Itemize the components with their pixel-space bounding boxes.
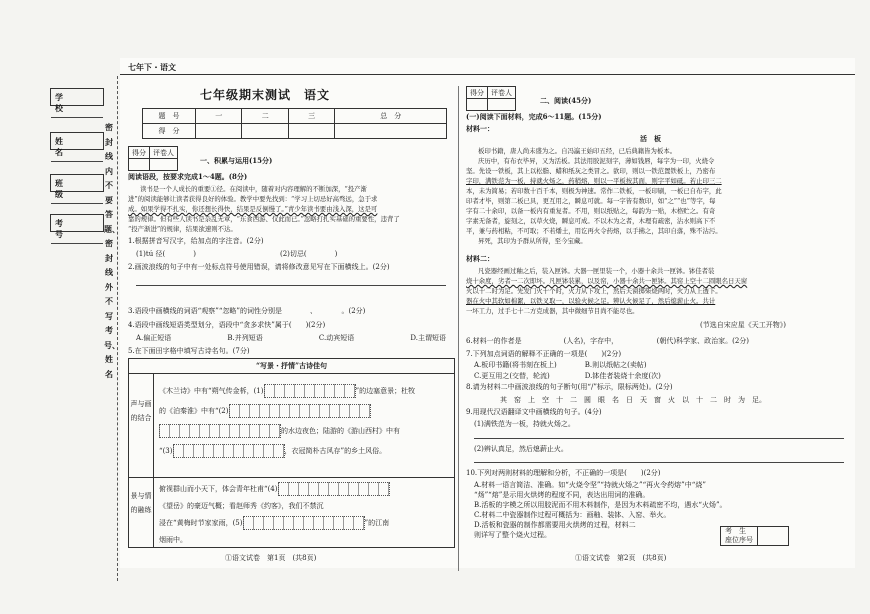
page-divider xyxy=(458,86,459,571)
q1-item-1[interactable]: (1)tú 径( ) xyxy=(136,250,196,258)
q7-options-cd[interactable]: C.更互用之(交替，轮流) D.钵佳者装烧十余度(次) xyxy=(474,372,661,380)
question-10: 10.下列对两则材料的理解和分析，不正确的一项是( )(2分) xyxy=(466,469,661,477)
grader-name-cell[interactable] xyxy=(488,99,516,111)
exam-header: 七年下・语文 xyxy=(128,62,176,72)
material-2-label: 材料二： xyxy=(466,254,494,263)
q10-option-a-cont: “炀”“熔”是示用火烘烤的程度不同，表达出用词的准确。 xyxy=(474,491,650,499)
page-1-footer: ①语文试卷 第1页 (共8页) xyxy=(225,554,317,562)
grader-score-cell[interactable] xyxy=(467,99,488,111)
field-name[interactable]: 姓 名 xyxy=(50,132,104,150)
poem-row-2: 景与情的融练 俯视群山而小天下，体会青年杜甫“(4) 《望岳》的豪迈气概；看赵师秀《约客》，我们不禁沉 浸在“黄梅时节家家雨，(5) ”的江南 烟雨中。 xyxy=(129,477,454,547)
score-table: 题 号 一 二 三 总 分 得 分 xyxy=(142,108,447,139)
q7-options-ab[interactable]: A.板印书籍(将书刻在板上) B.则以纸帖之(卖帖) xyxy=(474,361,647,369)
blank-1[interactable] xyxy=(264,384,356,398)
q10-option-c[interactable]: C.材料二中瓷器制作过程可概括为：画釉、装钵、入窑、举火。 xyxy=(474,511,671,519)
seat-number-box xyxy=(720,526,789,546)
question-5: 5.在下面田字格中填写古诗名句。(7分) xyxy=(128,347,250,355)
material-1-label: 材料一： xyxy=(466,124,494,133)
q9-answer-line-1[interactable] xyxy=(474,438,844,439)
section-2-heading: 二、阅读(45分) xyxy=(540,96,592,105)
material-1-text: 板印书籍，唐人尚未盛为之。自冯瀛王始印五经，已后典籍皆为板本。 庆历中，有布衣毕昇，又为活板。其法用胶泥刻字，薄如钱唇，每字为一印，火烧令 坚。先设一铁板，其上以松脂、蜡和纸灰之类冒之。欲印，则以一铁范置铁板上，乃密布 字印，满铁范为一板，持就火炀之，药稍熔，则以一平板按其面，则字平如砥。若止印三二 本，未为简易；若印数十百千本，则极为神速。常作二铁板，一板印刷，一板已自布字，此 印者才毕，则第二板已具，更互用之，瞬息可就。每一字皆有数印，如“之”“也”等字，每 字有二十余印，以备一板内有重复者。不用，则以纸贴之，每韵为一贴，木格贮之。有奇 字素无备者，旋刻之，以草火烧，瞬息可成。不以木为之者，木理有疏密，沾水则高下不 平，兼与药相粘，不可取；不若燔土，用讫再火令药熔，以手拂之，其印自落，殊不沾污。 昇死，其印为予群从所得，至今宝藏。 xyxy=(466,147,722,245)
score-cell[interactable] xyxy=(196,124,242,139)
q10-option-a[interactable]: A.材料一语言简洁、准确。如“火烧令坚”“持就火炀之”“再火令药熔”中“烧” xyxy=(474,481,706,489)
q4-option-a[interactable]: A.偏正短语 xyxy=(136,334,172,342)
q10-option-b[interactable]: B.活板的字模之所以用胶泥而不用木料制作，是因为木料疏密不均，遇水“火炀”。 xyxy=(474,501,727,509)
poem-label-2: 景与情的融练 xyxy=(129,477,154,547)
blank-3[interactable] xyxy=(173,444,285,458)
material-2-source: (节选自宋应星《天工开物》) xyxy=(700,321,786,329)
score-cell[interactable] xyxy=(335,124,447,139)
reading-1-intro: (一)阅读下面材料，完成6～11题。(15分) xyxy=(466,112,602,121)
blank-5[interactable] xyxy=(243,516,365,530)
blank-2[interactable] xyxy=(229,404,371,418)
question-8: 8.请为材料二中画波浪线的句子断句(用“/”标示，限标两处)。(2分) xyxy=(466,383,673,391)
question-6: 6.材料一的作者是 (人名)，字存中， (朝代)科学家、政治家。(2分) xyxy=(466,337,750,345)
q4-option-d[interactable]: D.主谓短语 xyxy=(410,334,446,342)
q9-item-1: (1)满铁范为一板，持就火炀之。 xyxy=(474,420,575,428)
q10-option-d-cont: 则详写了整个烧火过程。 xyxy=(474,531,551,539)
score-cell[interactable] xyxy=(288,124,334,139)
blank-4[interactable] xyxy=(278,482,390,496)
material-1-title: 活 板 xyxy=(640,134,661,143)
seal-line-notice: 密封线内不要答题、密封线外不写考号、姓名 xyxy=(104,122,120,379)
q9-answer-line-2[interactable] xyxy=(474,462,844,463)
grader-box-2: 得分 评卷人 xyxy=(466,86,516,111)
q4-options xyxy=(136,333,446,343)
q10-options xyxy=(474,480,849,540)
poem-row-1: 声与画的结合 《木兰诗》中有“朔气传金柝，(1) ”的边塞意景；杜牧 的《泊秦淮》中有“(2) 的水边夜色；陆游的《游山西村》中有 “(3) ，衣冠简朴古风存”的乡土风俗。 xyxy=(129,373,454,478)
q4-option-b[interactable]: B.并列短语 xyxy=(227,334,263,342)
poem-table-header: “写景・抒情”古诗佳句 xyxy=(129,359,454,374)
seal-line xyxy=(117,76,118,581)
field-exam-number[interactable]: 考 号 xyxy=(50,214,104,232)
blank-2b[interactable] xyxy=(159,424,281,438)
grader-box-1: 得分 评卷人 xyxy=(128,146,178,171)
question-2: 2.画波浪线的句子中有一处标点符号使用错误，请将修改意见写在下面横线上。(2分) xyxy=(128,263,390,271)
field-class[interactable]: 班 级 xyxy=(50,174,104,192)
poem-table xyxy=(128,358,455,548)
q9-item-2: (2)辨认真足，然后熄薪止火。 xyxy=(474,445,568,453)
question-7: 7.下列加点词语的解释不正确的一项是( )(2分) xyxy=(466,350,622,358)
section-1-heading: 一、积累与运用(15分) xyxy=(200,156,273,165)
q2-answer-line[interactable] xyxy=(136,285,446,286)
passage: 读书是一个人成长的重要①径。在阅读中，随着对内容理解的不断加深，“投产渐 进”的阅读能够让读者获得良好的体验。教学中要先找到：“学习上切忌好高骛远，急于求 成。如果学得不扎实，你还想长得快，结果是反倒慢了。”青少年读书要由浅入深，这是可 靠的规律。但有些人读书是杂乱无章，“东食西游、仅此而已。”忽略打扎实基础的重要性，违背了 “投产渐进”的规律，结果欲速则不达。 xyxy=(128,185,400,233)
q4-option-c[interactable]: C.动宾短语 xyxy=(318,334,355,342)
question-3: 3.语段中画横线的词语“观察”“忽略”的词性分别是 、 。(2分) xyxy=(128,307,366,315)
question-4: 4.语段中画线短语类型划分，语段中“贪多求快”属于( )(2分) xyxy=(128,321,326,329)
seat-label: 考 生 座位序号 xyxy=(721,527,758,546)
q8-sentence[interactable]: 其 窑 上 空 十 二 圆 眼 名 日 天 窗 火 以 十 二 时 为 足。 xyxy=(500,396,766,404)
seat-number-cell[interactable] xyxy=(758,527,789,546)
question-1: 1.根据拼音写汉字，给加点的字注音。(2分) xyxy=(128,237,264,245)
score-cell[interactable] xyxy=(242,124,288,139)
question-9: 9.用现代汉语翻译文中画横线的句子。(4分) xyxy=(466,408,602,416)
page-2-footer: ①语文试卷 第2页 (共8页) xyxy=(575,554,667,562)
header-rule xyxy=(120,74,855,75)
q1-item-2[interactable]: (2)切忌( ) xyxy=(280,250,338,258)
reading-intro: 阅读语段，按要求完成1～4题。(8分) xyxy=(128,172,248,181)
grader-score-cell[interactable] xyxy=(129,159,150,171)
q10-option-d[interactable]: D.活板和瓷器的制作都需要用火烘烤的过程，材料二 xyxy=(474,521,636,529)
grader-name-cell[interactable] xyxy=(150,159,178,171)
poem-label-1: 声与画的结合 xyxy=(129,373,154,477)
exam-title: 七年级期末测试 语文 xyxy=(200,88,331,102)
material-2-text: 凡瓷器经画过釉之后，装入匣钵。大器一匣里装一个，小器十余共一匣钵。钵佳者装 烧十余度，劣者一二次即坏。凡匣钵装累，以及窑，小器十余共一匣钵。其窑上空十二圆眼名日天窗 火以十二时为足。先发门火十个时，火力从下攻上，然后天窗掷柴烧两时，火力从上透下。 器在火中其软如棉絮，以铁叉取一，以验火候之足。辨认火候足了，然后熄薪止火。共计 一坏工力，过手七十二方克成器，其中微细节目尚不能尽也。 xyxy=(466,267,748,315)
field-school[interactable]: 学 校 xyxy=(50,88,104,106)
